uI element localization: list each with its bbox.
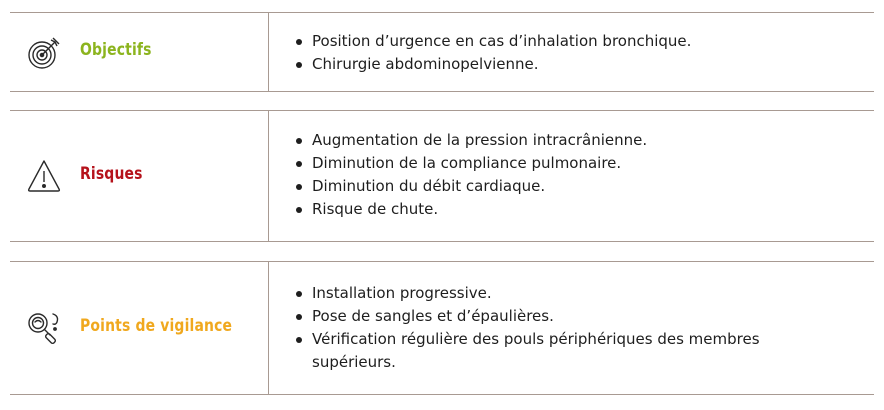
magnifier-icon [26,310,62,346]
section-label-cell [10,111,268,241]
bullet-list [288,129,864,221]
section-label-cell [10,13,268,91]
bullet-list [288,30,864,76]
list-item: Position d’urgence en cas d’inhalation bronchique. [288,30,864,53]
list-item: Diminution du débit cardiaque. [288,175,864,198]
column-divider [268,262,269,394]
list-item: Chirurgie abdominopelvienne. [288,53,864,76]
column-divider [268,111,269,241]
section-title: Objectifs [80,40,152,60]
list-item: Vérification régulière des pouls périphériques des membres supérieurs. [288,328,782,374]
list-item: Augmentation de la pression intracrânienne. [288,129,864,152]
section-title: Risques [80,164,143,184]
list-item: Diminution de la compliance pulmonaire. [288,152,864,175]
column-divider [268,13,269,91]
section-objectifs [10,12,874,92]
warning-icon [26,158,62,194]
section-label-cell [10,262,268,394]
bullet-list [288,282,864,374]
list-item: Installation progressive. [288,282,864,305]
list-item: Risque de chute. [288,198,864,221]
target-icon [26,35,62,71]
section-risques [10,110,874,242]
section-title: Points de vigilance [80,316,233,336]
section-points-de-vigilance [10,261,874,395]
list-item: Pose de sangles et d’épaulières. [288,305,864,328]
